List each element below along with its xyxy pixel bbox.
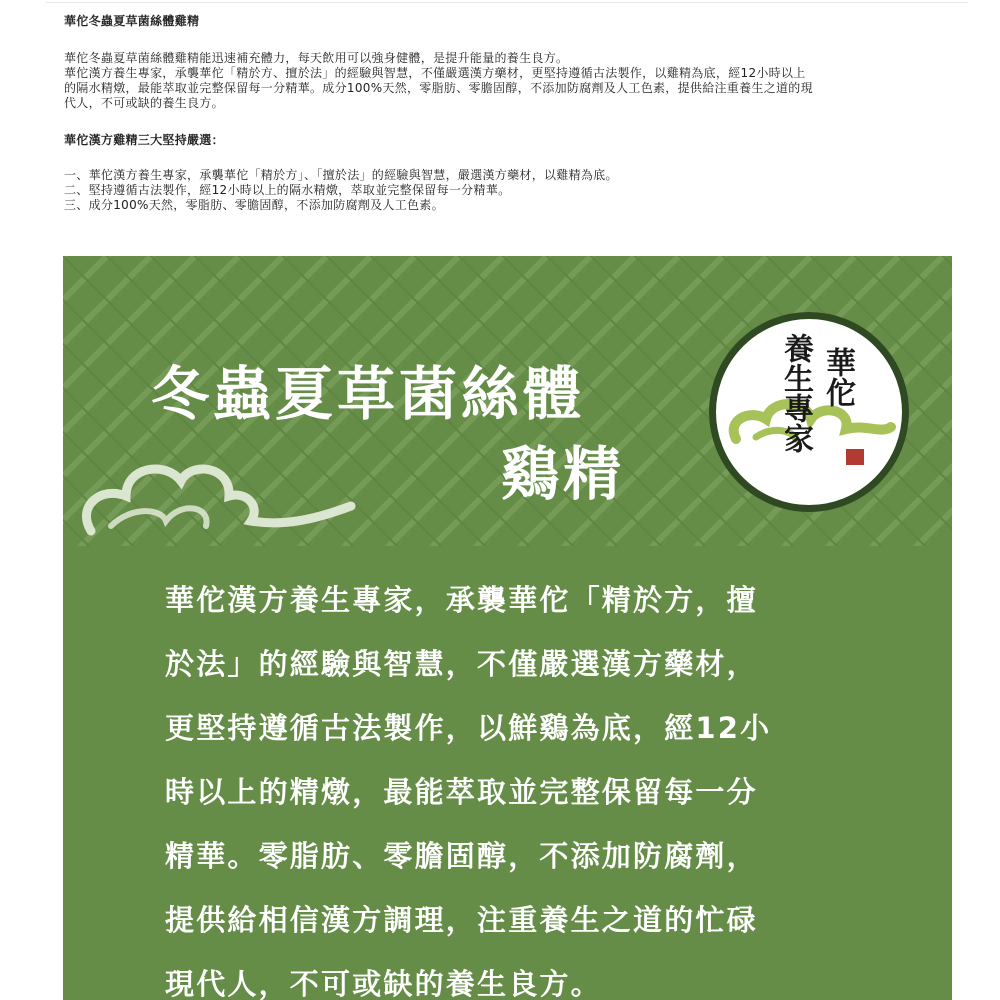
banner-body-line: 提供給相信漢方調理，注重養生之道的忙碌 [165,903,758,937]
headline-line-2: 鷄精 [501,440,626,508]
seal-brand-slogan: 養生專家 [778,333,813,453]
intro-line: 華佗漢方養生專家，承襲華佗「精於方、擅於法」的經驗與智慧，不僅嚴選漢方藥材，更堅持遵循古法製作，以雞精為底，經12小時以上 [64,66,806,80]
seal-brand-name: 華佗 [820,347,855,407]
product-title: 華佗冬蟲夏草菌絲體雞精 [64,14,200,28]
banner-body-line: 華佗漢方養生專家，承襲華佗「精於方，擅 [165,583,758,617]
product-banner [63,256,952,1000]
banner-body-line: 更堅持遵循古法製作，以鮮鷄為底，經12小 [165,711,772,745]
red-stamp-icon [846,449,864,465]
intro-paragraph [64,51,964,111]
section-title: 華佗漢方雞精三大堅持嚴選： [64,133,224,147]
list-item: 一、華佗漢方養生專家，承襲華佗「精於方」、「擅於法」的經驗與智慧，嚴選漢方藥材，以雞精為底。 [64,168,618,182]
intro-line: 代人，不可或缺的養生良方。 [64,96,224,110]
banner-body-line: 於法」的經驗與智慧，不僅嚴選漢方藥材， [165,647,758,681]
product-description [64,14,964,213]
banner-body-line: 時以上的精燉，最能萃取並完整保留每一分 [165,775,758,809]
banner-body-line: 精華。零脂肪、零膽固醇，不添加防腐劑， [165,839,758,873]
brand-logo-seal [709,312,909,512]
feature-list [64,168,964,213]
list-item: 三、成分100%天然，零脂肪、零膽固醇，不添加防腐劑及人工色素。 [64,198,444,212]
intro-line: 的隔水精燉，最能萃取並完整保留每一分精華。成分100%天然，零脂肪、零膽固醇，不添加防腐劑及人工色素，提供給注重養生之道的現 [64,81,813,95]
banner-body-text [165,568,895,1000]
intro-line: 華佗冬蟲夏草菌絲體雞精能迅速補充體力，每天飲用可以強身健體，是提升能量的養生良方。 [64,51,569,65]
headline-line-1: 冬蟲夏草菌絲體 [151,360,586,428]
cloud-swirl-icon [71,436,361,556]
list-item: 二、堅持遵循古法製作，經12小時以上的隔水精燉，萃取並完整保留每一分精華。 [64,183,511,197]
banner-body-line: 現代人，不可或缺的養生良方。 [165,967,602,1000]
top-divider [46,2,968,3]
